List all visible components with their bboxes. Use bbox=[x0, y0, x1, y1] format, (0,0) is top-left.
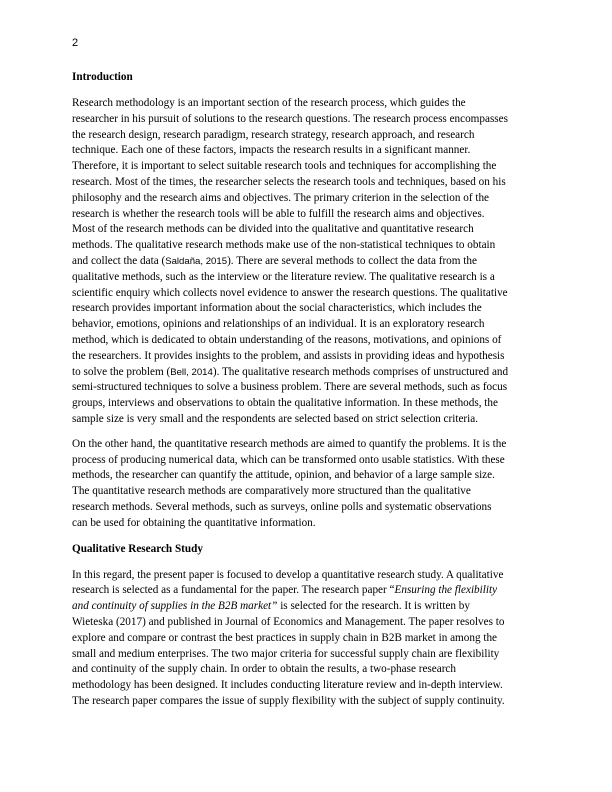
text-segment: method, which is dedicated to obtain understanding of the reasons, motivations, and opinions of bbox=[72, 333, 502, 346]
paper-title: and continuity of supplies in the B2B market” bbox=[72, 600, 278, 613]
text-line bbox=[72, 583, 542, 599]
introduction-heading: Introduction bbox=[72, 71, 133, 83]
citation: Saldaña, 2015 bbox=[165, 255, 228, 267]
text-line bbox=[72, 112, 542, 128]
citation: Bell, 2014 bbox=[170, 366, 213, 378]
text-segment: can be used for obtaining the quantitative information. bbox=[72, 516, 316, 529]
introduction-section bbox=[72, 96, 542, 532]
text-line bbox=[72, 678, 542, 694]
text-segment: ). The qualitative research methods comprises of unstructured and bbox=[212, 365, 509, 378]
text-segment: research. Most of the times, the researcher selects the research tools and techniques, based on his bbox=[72, 175, 506, 188]
text-line bbox=[72, 191, 542, 207]
text-line bbox=[72, 349, 542, 365]
text-line bbox=[72, 468, 542, 484]
text-line bbox=[72, 143, 542, 159]
text-segment: sample size is very small and the respondents are selected based on strict selection criteria. bbox=[72, 412, 479, 425]
text-segment: research provides important information about the social characteristics, which includes the bbox=[72, 302, 482, 315]
text-segment: Wieteska (2017) and published in Journal of Economics and Management. The paper resolves to bbox=[72, 615, 505, 628]
text-segment: process of producing numerical data, which can be transformed onto usable statistics. With these bbox=[72, 453, 505, 466]
text-line bbox=[72, 238, 542, 254]
text-segment: and continuity of the supply chain. In order to obtain the results, a two-phase research bbox=[72, 663, 456, 676]
text-segment: groups, interviews and observations to obtain the qualitative information. In these methods, the bbox=[72, 397, 498, 410]
text-segment: explore and compare or contrast the best practices in supply chain in B2B market in among the bbox=[72, 631, 497, 644]
text-line bbox=[72, 599, 542, 615]
text-line bbox=[72, 207, 542, 223]
text-segment: Research methodology is an important section of the research process, which guides the bbox=[72, 97, 466, 109]
text-line bbox=[72, 484, 542, 500]
text-segment: researcher in his pursuit of solutions to the research questions. The research process encompasses bbox=[72, 112, 508, 125]
text-line bbox=[72, 365, 542, 381]
text-line bbox=[72, 396, 542, 412]
text-segment: The research paper compares the issue of supply flexibility with the subject of supply continuity. bbox=[72, 694, 505, 707]
text-segment: and collect the data ( bbox=[72, 254, 166, 267]
text-segment: On the other hand, the quantitative research methods are aimed to quantify the problems. It is the bbox=[72, 437, 507, 450]
text-line bbox=[72, 175, 542, 191]
text-line bbox=[72, 96, 542, 112]
text-line bbox=[72, 615, 542, 631]
text-line bbox=[72, 128, 542, 144]
text-segment: philosophy and the research aims and objectives. The primary criterion in the selection of the bbox=[72, 191, 490, 204]
text-segment: methods. The qualitative research methods make use of the non-statistical techniques to obtain bbox=[72, 239, 496, 252]
text-line bbox=[72, 631, 542, 647]
text-segment: small and medium enterprises. The two major criteria for successful supply chain are flexibility bbox=[72, 647, 500, 660]
text-line bbox=[72, 159, 542, 175]
paper-title: Ensuring the flexibility bbox=[394, 584, 498, 597]
text-line bbox=[72, 412, 542, 428]
text-line bbox=[72, 516, 542, 532]
text-segment: to solve the problem ( bbox=[72, 365, 171, 378]
paragraph bbox=[72, 96, 542, 428]
text-segment: semi-structured techniques to solve a business problem. There are several methods, such as focus bbox=[72, 381, 508, 394]
text-line bbox=[72, 270, 542, 286]
qualitative-study-section bbox=[72, 568, 542, 710]
text-line bbox=[72, 333, 542, 349]
text-segment: behavior, emotions, opinions and relationships of an individual. It is an exploratory research bbox=[72, 318, 485, 331]
text-segment: qualitative methods, such as the interview or the literature review. The qualitative research is a bbox=[72, 270, 495, 283]
paragraph bbox=[72, 437, 542, 532]
text-line bbox=[72, 254, 542, 270]
text-segment: the research design, research paradigm, research strategy, research approach, and research bbox=[72, 128, 475, 141]
qualitative-study-heading: Qualitative Research Study bbox=[72, 542, 203, 555]
text-line bbox=[72, 453, 542, 469]
text-line bbox=[72, 286, 542, 302]
text-segment: The quantitative research methods are comparatively more structured than the qualitative bbox=[72, 485, 471, 498]
text-segment: In this regard, the present paper is focused to develop a quantitative research study. A qualitative bbox=[72, 568, 504, 581]
text-segment: technique. Each one of these factors, impacts the research results in a significant manner. bbox=[72, 144, 471, 157]
text-segment: research is whether the research tools will be able to fulfill the research aims and objectives. bbox=[72, 207, 485, 220]
text-line bbox=[72, 301, 542, 317]
text-segment: research methods. Several methods, such as surveys, online polls and systematic observations bbox=[72, 500, 492, 513]
text-segment: Therefore, it is important to select suitable research tools and techniques for accomplishing the bbox=[72, 160, 497, 173]
paragraph bbox=[72, 568, 542, 710]
text-line bbox=[72, 222, 542, 238]
text-line bbox=[72, 437, 542, 453]
text-segment: methods, the researcher can quantify the attitude, opinion, and behavior of a large sample size. bbox=[72, 469, 495, 482]
text-line bbox=[72, 694, 542, 710]
text-line bbox=[72, 500, 542, 516]
text-line bbox=[72, 662, 542, 678]
text-segment: research is selected as a fundamental for the paper. The research paper “ bbox=[72, 584, 395, 597]
text-segment: scientific enquiry which collects novel evidence to answer the research questions. The qualitative bbox=[72, 286, 508, 299]
document-body bbox=[72, 69, 542, 719]
page-number: 2 bbox=[72, 37, 79, 49]
text-line bbox=[72, 317, 542, 333]
text-line bbox=[72, 647, 542, 663]
text-segment: methodology has been designed. It includes conducting literature review and in-depth interview. bbox=[72, 679, 503, 692]
text-line bbox=[72, 568, 542, 584]
text-segment: the researchers. It provides insights to the problem, and assists in providing ideas and hypothesis bbox=[72, 349, 505, 362]
text-segment: ). There are several methods to collect the data from the bbox=[227, 254, 477, 267]
text-line bbox=[72, 380, 542, 396]
text-segment: is selected for the research. It is written by bbox=[277, 600, 470, 613]
text-segment: Most of the research methods can be divided into the qualitative and quantitative research bbox=[72, 223, 474, 236]
